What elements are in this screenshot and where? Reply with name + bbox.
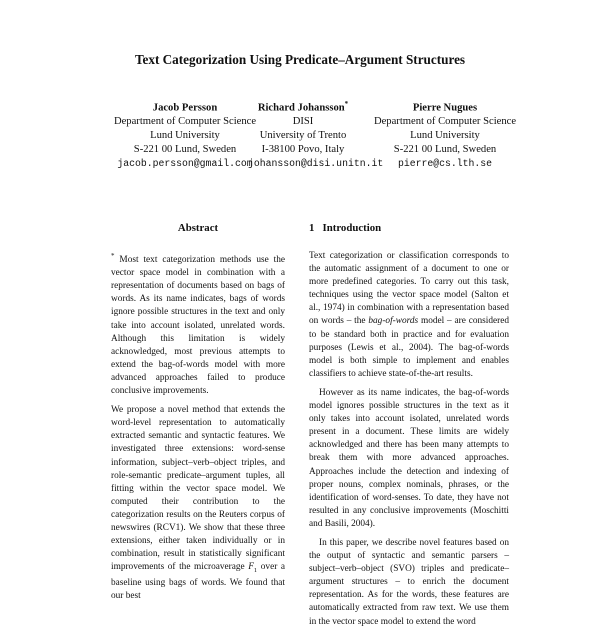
abstract-column — [111, 222, 285, 609]
author-name: Richard Johansson* — [257, 100, 349, 114]
author-name: Pierre Nugues — [412, 102, 478, 114]
introduction-heading: 1 Introduction — [309, 222, 382, 234]
introduction-column — [309, 222, 509, 635]
author-email: jacob.persson@gmail.com — [117, 158, 253, 170]
intro-paragraph-1: Text categorization or classification corresponds to the automatic assignment of a document to one or more predefined categories. To carry out this task, techniques using the vector space model (Salton et al., 1974) in combination with a representation based on words – the bag-of-words model – are considered to be standard both in practice and for evaluation purposes (Lewis et al., 2004). The bag-of-words model is both simple to implement and enables classifiers to achieve state-of-the-art results. — [309, 251, 509, 379]
author-2 — [248, 98, 384, 171]
abstract-paragraph-1: * Most text categorization methods use the vector space model in combination with a representation of documents based on bags of words. As its name indicates, bags of words ignore possible structures in the text and only take into account isolated, unrelated words. Although this limitation is widely acknowledged, most previous attempts to extend the bag-of-words model with more advanced approaches failed to produce conclusive improvements. — [111, 252, 285, 397]
author-university: Lund University — [150, 130, 220, 142]
author-address: S-221 00 Lund, Sweden — [133, 144, 237, 156]
author-affiliation: Department of Computer Science — [113, 116, 257, 128]
author-email: johansson@disi.unitn.it — [248, 158, 384, 170]
intro-paragraph-3: In this paper, we describe novel features based on the output of syntactic and semantic parsers – subject–verb–object (SVO) triples and predicate–argument structures – to enrich the document representation. As for the words, these features are automatically extracted from raw text. We use them in the vector space model to extend the word — [309, 537, 509, 627]
author-university: Lund University — [410, 130, 480, 142]
intro-paragraph-2: However as its name indicates, the bag-of-words model ignores possible structures in the text as it only takes into account isolated, unrelated words present in a document. These limits are widely acknowledged and there has been many attempts to break them with more advanced approaches. Approaches include the detection and indexing of proper nouns, complex nominals, phrases, or the identification of word-senses. To date, they have not resulted in any conclusive improvements (Moschitti and Basili, 2004). — [309, 387, 509, 529]
author-address: S-221 00 Lund, Sweden — [393, 144, 497, 156]
author-email: pierre@cs.lth.se — [397, 158, 493, 170]
author-affiliation: Department of Computer Science — [373, 116, 517, 128]
author-address: I-38100 Povo, Italy — [261, 144, 345, 156]
author-3 — [355, 98, 535, 171]
abstract-paragraph-2: We propose a novel method that extends the word-level representation to automatically extracted semantic and syntactic features. We investigated three extensions: word-sense information, subject–verb–object triples, and role-semantic predicate–argument tuples, all fitting within the vector space model. We computed their contribution to the categorization results on the Reuters corpus of newswires (RCV1). We show that these three extensions, either taken individually or in combination, result in statistically significant improvements of the microaverage $F_1$ over a baseline using bags of words. We found that our best — [111, 405, 285, 602]
paper-title: Text Categorization Using Predicate–Argument Structures — [134, 52, 466, 67]
footnote-marker: * — [111, 252, 115, 260]
abstract-heading: Abstract — [177, 222, 219, 234]
author-name: Jacob Persson — [152, 102, 218, 114]
author-affiliation: DISI — [292, 116, 314, 128]
author-university: University of Trento — [259, 130, 347, 142]
